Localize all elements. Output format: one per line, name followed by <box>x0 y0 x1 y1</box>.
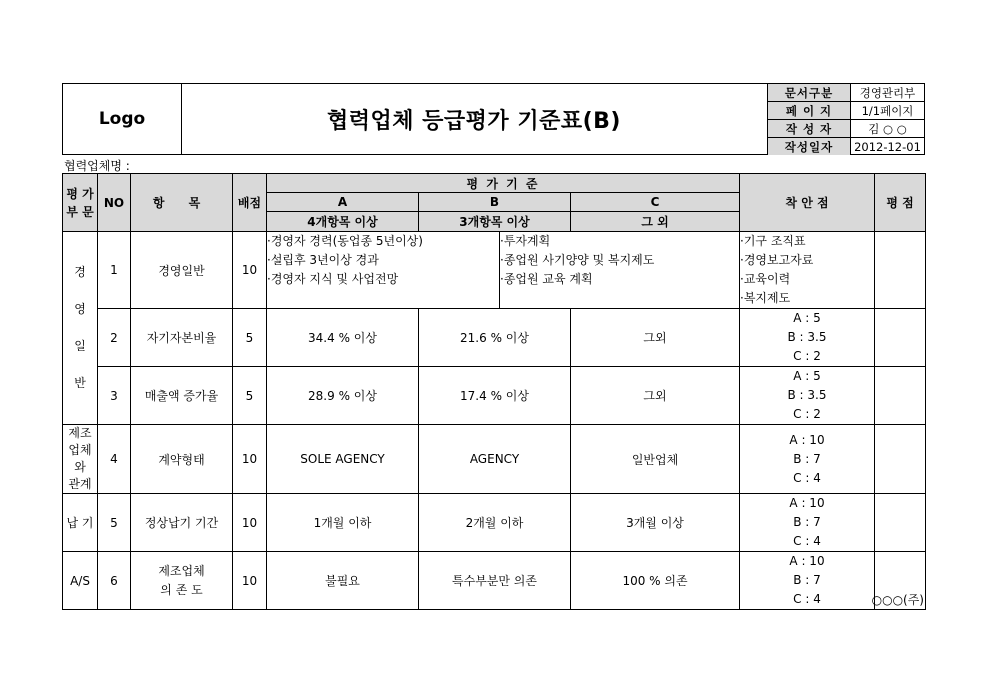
grade-b: B <box>419 193 571 212</box>
category-as: A/S <box>63 552 98 610</box>
grade-c: C <box>571 193 740 212</box>
focus-points: ·기구 조직표 ·경영보고자료 ·교육이력 ·복지제도 <box>740 232 875 309</box>
criteria-left: ·경영자 경력(동업종 5년이상) ·설립후 3년이상 경과 ·경영자 지식 및 사업전망 <box>267 232 500 309</box>
grade-a-sub: 4개항목 이상 <box>267 212 419 232</box>
criteria-right: ·투자계획 ·종업원 사기양양 및 복지제도 ·종업원 교육 계획 <box>500 232 740 309</box>
row-item: 매출액 증가율 <box>131 367 233 425</box>
row-no: 3 <box>98 367 131 425</box>
row-no: 1 <box>98 232 131 309</box>
row-no: 6 <box>98 552 131 610</box>
meta-key: 작 성 자 <box>768 120 851 138</box>
focus-points: A : 5 B : 3.5 C : 2 <box>740 367 875 425</box>
meta-key: 문서구분 <box>768 84 851 102</box>
grade-a-value: 1개월 이하 <box>267 494 419 552</box>
grade-b-value: 2개월 이하 <box>419 494 571 552</box>
header-eval: 평 점 <box>875 174 926 232</box>
row-score: 5 <box>233 367 267 425</box>
grade-b-value: 21.6 % 이상 <box>419 309 571 367</box>
meta-key: 작성일자 <box>768 138 851 156</box>
header-item: 항 목 <box>131 174 233 232</box>
document-meta-table <box>767 84 924 155</box>
eval-cell[interactable] <box>875 309 926 367</box>
grade-b-value: 17.4 % 이상 <box>419 367 571 425</box>
row-no: 4 <box>98 425 131 494</box>
header-score: 배점 <box>233 174 267 232</box>
document-header <box>62 83 925 155</box>
grade-a-value: 28.9 % 이상 <box>267 367 419 425</box>
partner-name-label: 협력업체명 : <box>64 159 130 173</box>
grade-b-sub: 3개항목 이상 <box>419 212 571 232</box>
row-no: 5 <box>98 494 131 552</box>
row-score: 10 <box>233 552 267 610</box>
header-focus: 착 안 점 <box>740 174 875 232</box>
grade-a-value: SOLE AGENCY <box>267 425 419 494</box>
row-item: 계약형태 <box>131 425 233 494</box>
category-management: 경 영 일 반 <box>63 232 98 425</box>
evaluation-table <box>62 173 926 610</box>
focus-points: A : 5 B : 3.5 C : 2 <box>740 309 875 367</box>
row-no: 2 <box>98 309 131 367</box>
meta-key: 페 이 지 <box>768 102 851 120</box>
grade-c-value: 그외 <box>571 367 740 425</box>
eval-cell[interactable] <box>875 232 926 309</box>
focus-points: A : 10 B : 7 C : 4 <box>740 494 875 552</box>
focus-points: A : 10 B : 7 C : 4 <box>740 425 875 494</box>
grade-b-value: AGENCY <box>419 425 571 494</box>
eval-cell[interactable] <box>875 494 926 552</box>
grade-a-value: 불필요 <box>267 552 419 610</box>
grade-c-value: 100 % 의존 <box>571 552 740 610</box>
grade-c-value: 일반업체 <box>571 425 740 494</box>
row-score: 10 <box>233 232 267 309</box>
header-no: NO <box>98 174 131 232</box>
eval-cell[interactable] <box>875 425 926 494</box>
grade-a-value: 34.4 % 이상 <box>267 309 419 367</box>
row-score: 5 <box>233 309 267 367</box>
category-manufacturer: 제조 업체 와 관계 <box>63 425 98 494</box>
row-score: 10 <box>233 425 267 494</box>
row-score: 10 <box>233 494 267 552</box>
header-criteria: 평 가 기 준 <box>267 174 740 193</box>
row-item: 제조업체 의 존 도 <box>131 552 233 610</box>
grade-c-value: 3개월 이상 <box>571 494 740 552</box>
grade-c-value: 그외 <box>571 309 740 367</box>
category-delivery: 납 기 <box>63 494 98 552</box>
logo: Logo <box>63 84 182 154</box>
meta-value: 경영관리부 <box>851 84 925 102</box>
header-category: 평 가 부 문 <box>63 174 98 232</box>
row-item: 정상납기 기간 <box>131 494 233 552</box>
focus-points: A : 10 B : 7 C : 4 <box>740 552 875 610</box>
grade-a: A <box>267 193 419 212</box>
meta-value: 2012-12-01 <box>851 138 925 156</box>
grade-c-sub: 그 외 <box>571 212 740 232</box>
meta-value: 1/1페이지 <box>851 102 925 120</box>
row-item: 경영일반 <box>131 232 233 309</box>
meta-value: 김 ○ ○ <box>851 120 925 138</box>
eval-cell[interactable] <box>875 367 926 425</box>
grade-b-value: 특수부분만 의존 <box>419 552 571 610</box>
company-footer: ○○○(주) <box>871 593 924 607</box>
document-title: 협력업체 등급평가 기준표(B) <box>327 108 621 134</box>
row-item: 자기자본비율 <box>131 309 233 367</box>
